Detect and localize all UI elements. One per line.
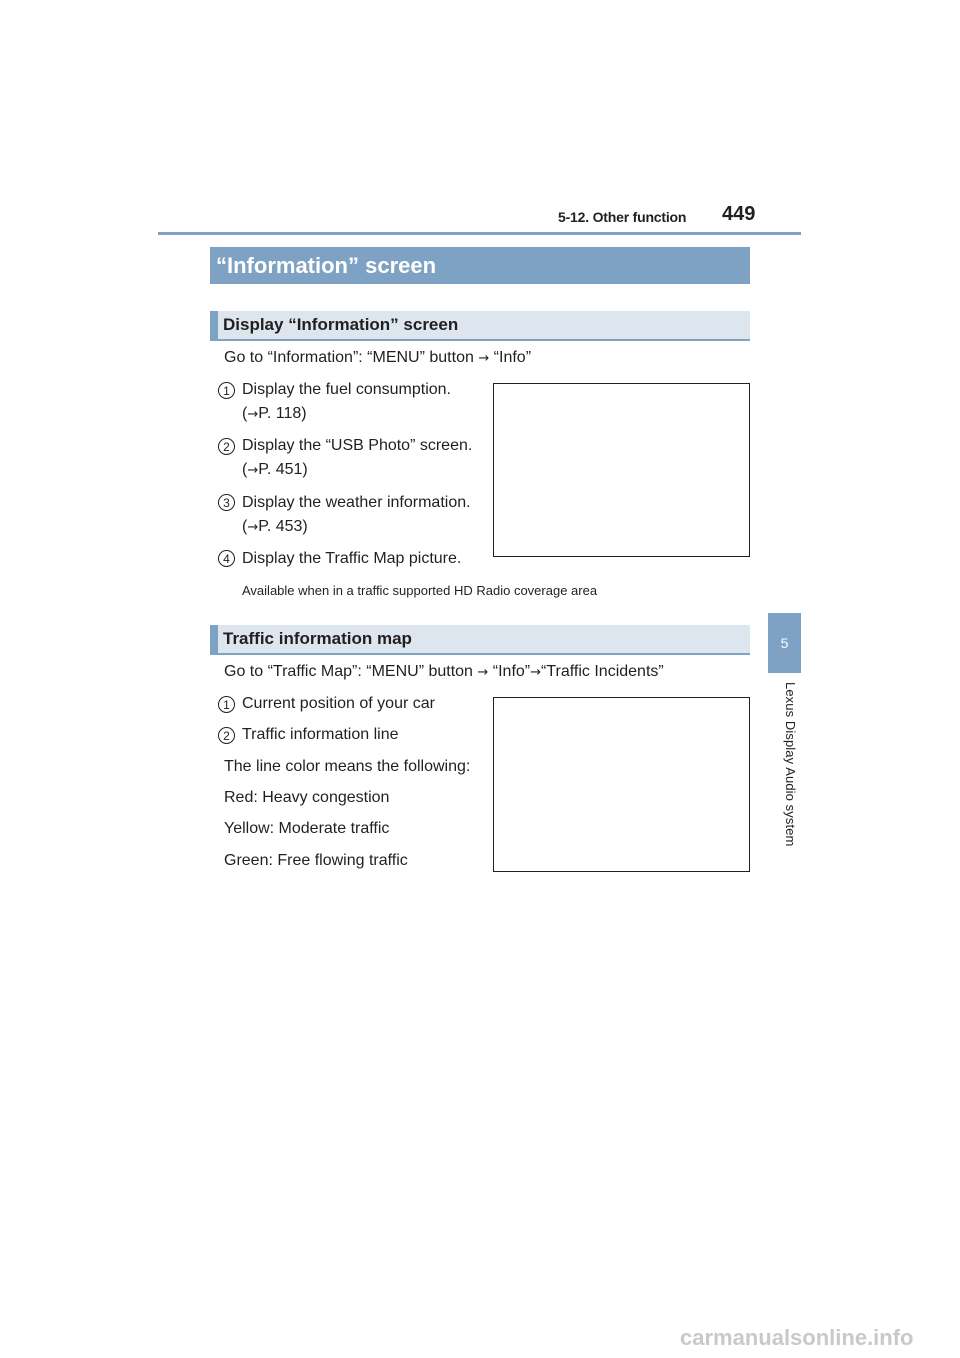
- info-item-3-ref: (→P. 453): [242, 518, 308, 535]
- chapter-tab: [768, 613, 801, 673]
- color-legend-green: Green: Free flowing traffic: [224, 852, 408, 869]
- arrow-right-icon: →: [477, 665, 489, 680]
- info-item-1-ref: (→P. 118): [242, 405, 307, 422]
- info-section-heading: Display “Information” screen: [210, 311, 750, 341]
- callout-2: 2: [218, 438, 235, 455]
- callout-3: 3: [218, 494, 235, 511]
- arrow-right-icon: →: [247, 520, 259, 535]
- traffic-map-image: [493, 697, 750, 872]
- callout-1: 1: [218, 382, 235, 399]
- callout-4: 4: [218, 550, 235, 567]
- traffic-section-heading: Traffic information map: [210, 625, 750, 655]
- info-item-2-ref: (→P. 451): [242, 461, 308, 478]
- arrow-right-icon: →: [478, 351, 490, 366]
- callout-2: 2: [218, 727, 235, 744]
- section-title: 5-12. Other function: [558, 209, 687, 225]
- traffic-instruction: Go to “Traffic Map”: “MENU” button → “Info”→“Traffic Incidents”: [224, 663, 664, 680]
- color-legend-intro: The line color means the following:: [224, 758, 471, 775]
- info-note: Available when in a traffic supported HD Radio coverage area: [242, 583, 598, 598]
- info-screen-image: [493, 383, 750, 557]
- page-title: “Information” screen: [210, 247, 750, 284]
- info-item-2-text: Display the “USB Photo” screen.: [242, 437, 473, 454]
- traffic-item-2-text: Traffic information line: [242, 726, 399, 743]
- arrow-right-icon: →: [247, 407, 259, 422]
- info-item-3-text: Display the weather information.: [242, 494, 471, 511]
- info-item-1-text: Display the fuel consumption.: [242, 381, 451, 398]
- watermark: carmanualsonline.info: [680, 1325, 914, 1350]
- color-legend-yellow: Yellow: Moderate traffic: [224, 820, 390, 837]
- chapter-label: Lexus Display Audio system: [783, 682, 798, 847]
- traffic-item-1-text: Current position of your car: [242, 695, 435, 712]
- color-legend-red: Red: Heavy congestion: [224, 789, 390, 806]
- arrow-right-icon: →: [530, 665, 542, 680]
- header-rule: [158, 232, 801, 235]
- info-instruction: Go to “Information”: “MENU” button → “Info”: [224, 349, 532, 366]
- info-item-4-text: Display the Traffic Map picture.: [242, 550, 462, 567]
- page-number: 449: [722, 203, 756, 225]
- chapter-number: 5: [780, 635, 789, 651]
- callout-1: 1: [218, 696, 235, 713]
- arrow-right-icon: →: [247, 463, 259, 478]
